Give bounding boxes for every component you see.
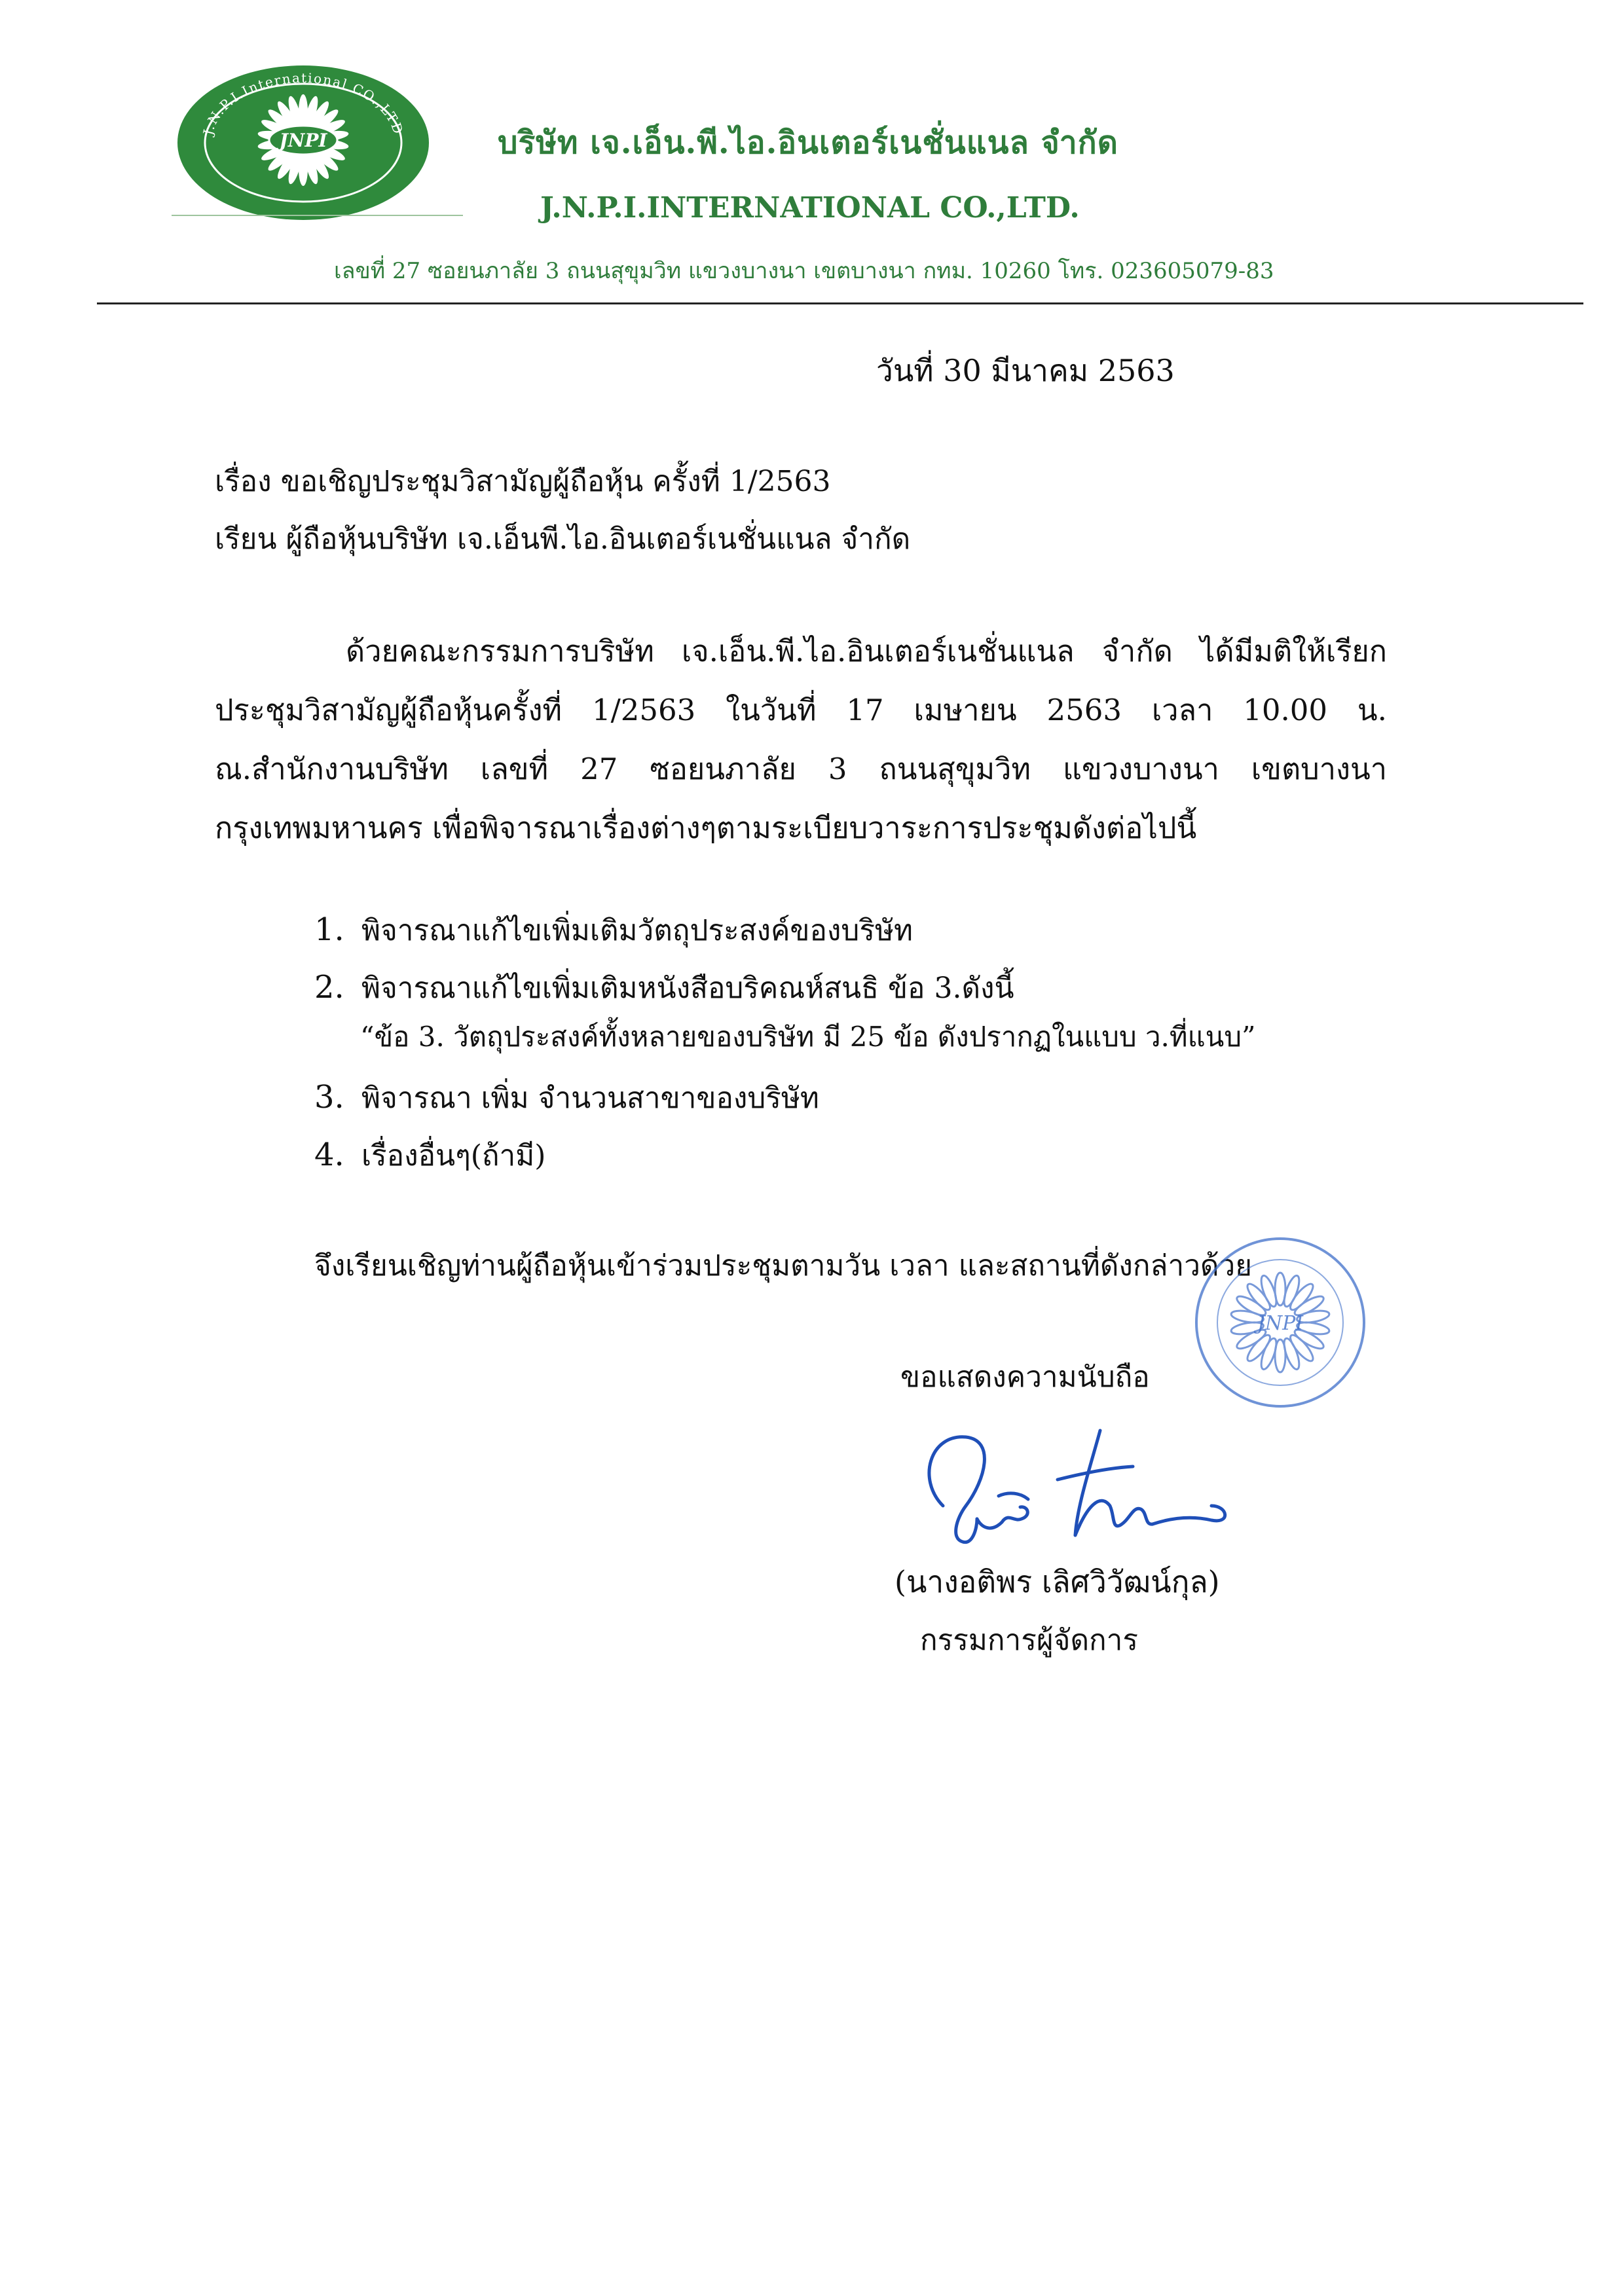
letter-date: วันที่ 30 มีนาคม 2563 xyxy=(876,353,1175,388)
company-name-thai: บริษัท เจ.เอ็น.พี.ไอ.อินเตอร์เนชั่นแนล จำกัด xyxy=(498,124,1118,161)
agenda-item: 2. พิจารณาแก้ไขเพิ่มเติมหนังสือบริคณห์สนธิ ข้อ 3.ดังนี้ xyxy=(314,969,1014,1006)
signer-title: กรรมการผู้จัดการ xyxy=(920,1624,1139,1657)
svg-text:J.N.P.I.International CO.,LTD: J.N.P.I.International CO.,LTD xyxy=(200,69,407,137)
agenda-item: 3. พิจารณา เพิ่ม จำนวนสาขาของบริษัท xyxy=(314,1079,819,1116)
handwritten-signature xyxy=(904,1408,1244,1578)
petal xyxy=(1287,1281,1316,1313)
closing-invitation: จึงเรียนเชิญท่านผู้ถือหุ้นเข้าร่วมประชุมตามวัน เวลา และสถานที่ดังกล่าวด้วย xyxy=(314,1249,1252,1283)
logo-underline xyxy=(172,215,463,216)
agenda-item: 4. เรื่องอื่นๆ(ถ้ามี) xyxy=(314,1137,546,1173)
petal xyxy=(1244,1281,1273,1313)
petal xyxy=(1287,1332,1316,1364)
company-name-english: J.N.P.I.INTERNATIONAL CO.,LTD. xyxy=(540,191,1080,225)
letter-recipient: เรียน ผู้ถือหุ้นบริษัท เจ.เอ็นพี.ไอ.อินเตอร์เนชั่นแนล จำกัด xyxy=(215,522,911,556)
agenda-item: 1. พิจารณาแก้ไขเพิ่มเติมวัตถุประสงค์ของบริษัท xyxy=(314,911,913,948)
svg-text:JNPI: JNPI xyxy=(1257,1312,1304,1335)
petal xyxy=(1244,1332,1273,1364)
letter-subject: เรื่อง ขอเชิญประชุมวิสามัญผู้ถือหุ้น ครั้งที่ 1/2563 xyxy=(215,465,831,498)
company-address: เลขที่ 27 ซอยนภาลัย 3 ถนนสุขุมวิท แขวงบางนา เขตบางนา กทม. 10260 โทร. 023605079-83 xyxy=(334,258,1274,284)
letter-body: ด้วยคณะกรรมการบริษัท เจ.เอ็น.พี.ไอ.อินเตอร์เนชั่นแนล จำกัด ได้มีมติให้เรียกประชุมวิสามัญผู้ถือหุ้นครั้งที่ 1/2563 ในวันที่ 17 เมษายน 2563 เวลา 10.00 น. ณ.สำนักงานบริษัท เลขที่ 27 ซอยนภาลัย 3 ถนนสุขุมวิท แขวงบางนา เขตบางนา กรุงเทพมหานคร เพื่อพิจารณาเรื่องต่างๆตามระเบียบวาระการประชุมดังต่อไปนี้ xyxy=(215,634,1387,845)
agenda-list xyxy=(314,901,1256,1184)
company-stamp xyxy=(1192,1234,1369,1411)
logo-center-text: JNPI xyxy=(279,130,327,151)
closing-regards: ขอแสดงความนับถือ xyxy=(900,1360,1150,1394)
signer-name: (นางอติพร เลิศวิวัฒน์กุล) xyxy=(895,1564,1220,1599)
agenda-quote: “ข้อ 3. วัตถุประสงค์ทั้งหลายของบริษัท มี 25 ข้อ ดังปรากฏในแบบ ว.ที่แนบ” xyxy=(360,1021,1256,1053)
letterhead-divider xyxy=(97,302,1583,304)
company-logo xyxy=(175,64,431,221)
